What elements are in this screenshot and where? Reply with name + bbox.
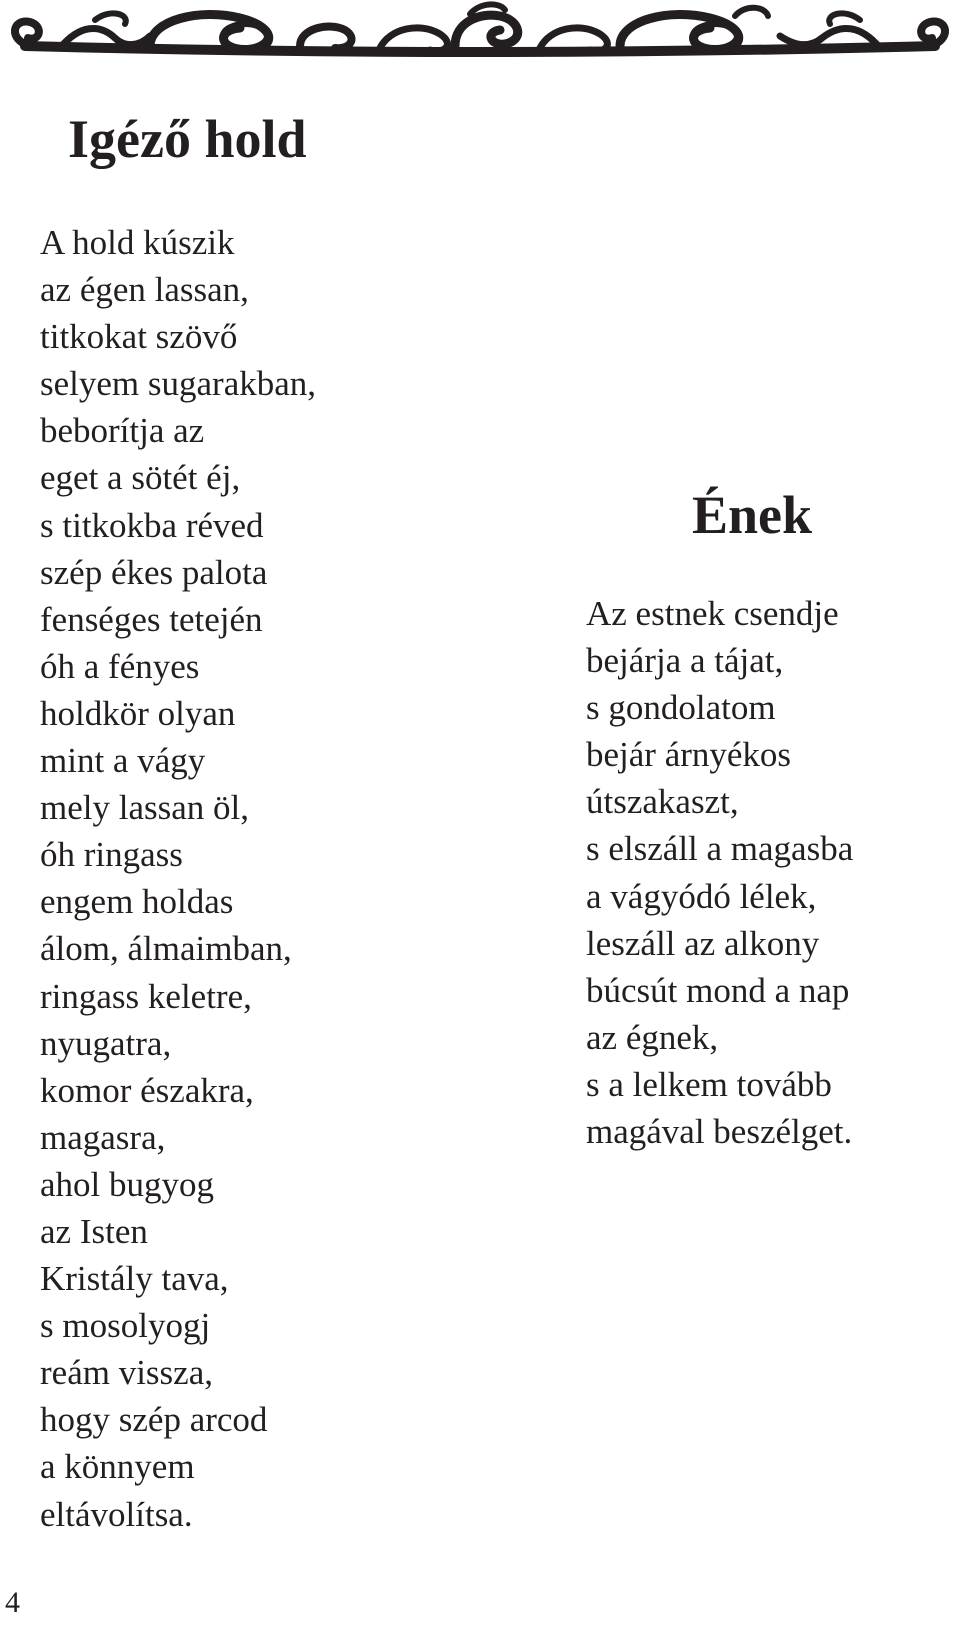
poem-line: eget a sötét éj, <box>40 458 241 498</box>
ornamental-scroll-icon <box>0 0 960 80</box>
poem-line: s mosolyogj <box>40 1306 211 1346</box>
poem-line: fenséges tetején <box>40 599 263 639</box>
poem-line: beborítja az <box>40 411 205 451</box>
poem-line: engem holdas <box>40 882 234 922</box>
poem-line: álom, álmaimban, <box>40 929 292 969</box>
poem-line: selyem sugarakban, <box>40 364 317 404</box>
poem-line: magával beszélget. <box>586 1112 853 1152</box>
poem-line: s a lelkem tovább <box>586 1064 832 1104</box>
poem-line: magasra, <box>40 1117 166 1157</box>
poem-line: útszakaszt, <box>586 782 739 822</box>
poem-line: mely lassan öl, <box>40 788 249 828</box>
poem-body <box>40 219 316 1538</box>
poem-line: ahol bugyog <box>40 1164 215 1204</box>
poem-line: a könnyem <box>40 1447 195 1487</box>
page-number: 4 <box>5 1586 20 1619</box>
poem-line: s elszáll a magasba <box>586 829 854 869</box>
poem-body <box>586 590 853 1155</box>
poem-line: szép ékes palota <box>40 552 268 592</box>
poem-line: hogy szép arcod <box>40 1400 268 1440</box>
poem-line: reám vissza, <box>40 1353 213 1393</box>
poem-line: a vágyódó lélek, <box>586 876 817 916</box>
poem-line: Az estnek csendje <box>586 594 839 633</box>
poem-line: óh a fényes <box>40 646 200 686</box>
poem-title: Igéző hold <box>68 109 307 169</box>
poem-line: s titkokba réved <box>40 505 264 545</box>
poem-line: mint a vágy <box>40 741 206 781</box>
poem-line: bejár árnyékos <box>586 735 792 775</box>
poem-line: komor északra, <box>40 1070 254 1110</box>
poem-line: nyugatra, <box>40 1023 172 1063</box>
poem-line: A hold kúszik <box>40 223 235 262</box>
poem-title: Ének <box>692 485 813 545</box>
poem-line: az égen lassan, <box>40 270 249 310</box>
poem-line: eltávolítsa. <box>40 1494 193 1534</box>
poem-line: óh ringass <box>40 835 183 875</box>
poem-line: bejárja a tájat, <box>586 641 784 681</box>
poem-line: az égnek, <box>586 1017 719 1057</box>
poem-line: búcsút mond a nap <box>586 970 850 1010</box>
poem-line: titkokat szövő <box>40 317 238 357</box>
poem-line: s gondolatom <box>586 688 776 728</box>
poem-line: az Isten <box>40 1211 148 1251</box>
poem-line: holdkör olyan <box>40 693 236 733</box>
poem-line: ringass keletre, <box>40 976 252 1016</box>
poem-line: leszáll az alkony <box>586 923 820 963</box>
poem-line: Kristály tava, <box>40 1259 229 1299</box>
